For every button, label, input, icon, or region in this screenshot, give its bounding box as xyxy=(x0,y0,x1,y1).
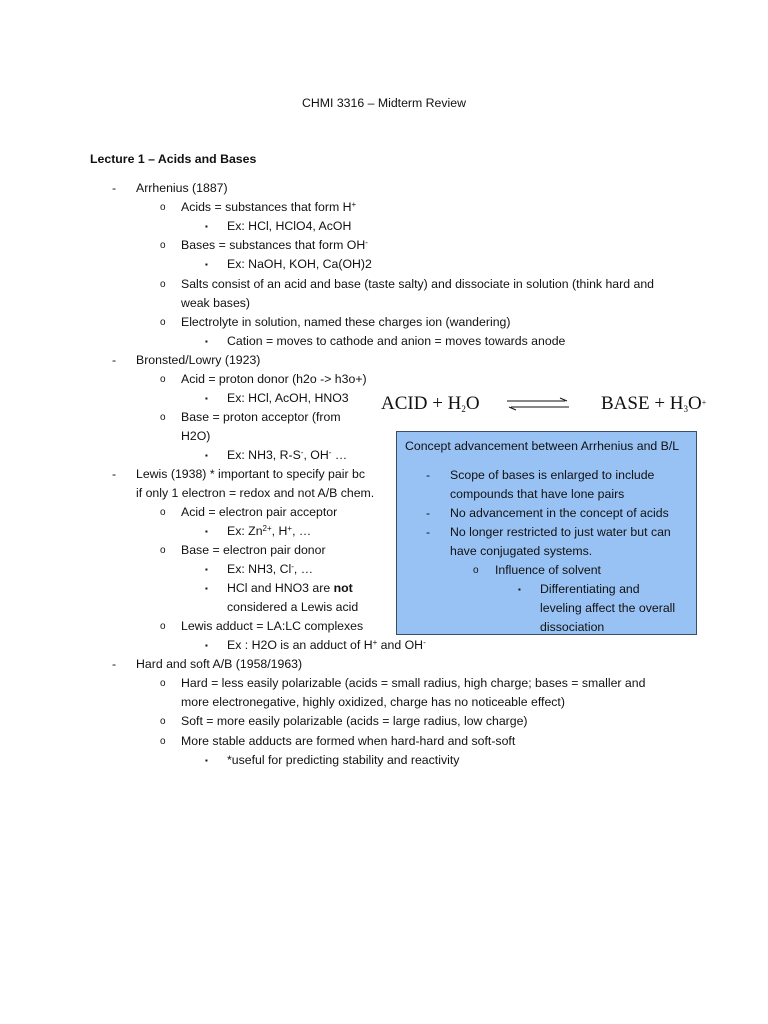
hsab-hard-line2: more electronegative, highly oxidized, charge has no noticeable effect) xyxy=(181,695,565,709)
bullet-square: ▪ xyxy=(205,337,208,346)
arrhenius-salts-line2: weak bases) xyxy=(181,296,251,310)
bullet-circle: o xyxy=(160,412,166,423)
concept-subsub-line3: dissociation xyxy=(540,620,605,634)
lewis-heading-line1: Lewis (1938) * important to specify pair bc xyxy=(136,467,365,481)
concept-subsub-line1: Differentiating and xyxy=(540,582,640,596)
hsab-soft: Soft = more easily polarizable (acids = large radius, low charge) xyxy=(181,714,528,728)
bullet-dash: - xyxy=(112,181,117,195)
bronsted-base-line1: Base = proton acceptor (from xyxy=(181,410,341,424)
concept-box xyxy=(396,431,697,635)
equilibrium-arrows-icon xyxy=(505,396,571,412)
lewis-heading-line2: if only 1 electron = redox and not A/B chem. xyxy=(136,486,375,500)
bullet-square: ▪ xyxy=(205,584,208,593)
bullet-dash: - xyxy=(112,467,117,481)
bullet-square: ▪ xyxy=(205,756,208,765)
bullet-circle: o xyxy=(473,565,479,576)
bullet-circle: o xyxy=(160,374,166,385)
bullet-circle: o xyxy=(160,240,166,251)
bronsted-heading: Bronsted/Lowry (1923) xyxy=(136,353,261,367)
bronsted-acid-example: Ex: HCl, AcOH, HNO3 xyxy=(227,391,349,405)
bullet-dash: - xyxy=(426,506,431,520)
concept-item-1-line1: Scope of bases is enlarged to include xyxy=(450,468,655,482)
concept-sub-item: Influence of solvent xyxy=(495,563,601,577)
bullet-square: ▪ xyxy=(205,565,208,574)
bullet-dash: - xyxy=(426,525,431,539)
concept-item-3-line2: have conjugated systems. xyxy=(450,544,593,558)
bullet-circle: o xyxy=(160,507,166,518)
lewis-base-example: Ex: NH3, Cl-, … xyxy=(227,562,314,576)
lecture-heading: Lecture 1 – Acids and Bases xyxy=(90,152,257,166)
bullet-dash: - xyxy=(426,468,431,482)
bronsted-base-example: Ex: NH3, R-S-, OH- … xyxy=(227,448,348,462)
bullet-circle: o xyxy=(160,317,166,328)
equation-left: ACID + $H_2O$ xyxy=(381,393,480,414)
bullet-square: ▪ xyxy=(205,527,208,536)
arrhenius-heading: Arrhenius (1887) xyxy=(136,181,228,195)
bullet-square: ▪ xyxy=(205,394,208,403)
arrhenius-bases-example: Ex: NaOH, KOH, Ca(OH)2 xyxy=(227,257,372,271)
lewis-hcl-note-line2: considered a Lewis acid xyxy=(227,600,359,614)
lewis-base: Base = electron pair donor xyxy=(181,543,326,557)
hsab-hard-line1: Hard = less easily polarizable (acids = small radius, high charge; bases = smaller and xyxy=(181,676,646,690)
concept-item-2: No advancement in the concept of acids xyxy=(450,506,669,520)
bullet-circle: o xyxy=(160,279,166,290)
bullet-square: ▪ xyxy=(518,585,521,594)
bullet-circle: o xyxy=(160,202,166,213)
bullet-square: ▪ xyxy=(205,451,208,460)
concept-box-title: Concept advancement between Arrhenius and B/L xyxy=(405,439,680,453)
hsab-stable: More stable adducts are formed when hard-hard and soft-soft xyxy=(181,734,516,748)
arrhenius-bases: Bases = substances that form OH- xyxy=(181,238,368,252)
hsab-useful: *useful for predicting stability and reactivity xyxy=(227,753,460,767)
arrhenius-cation: Cation = moves to cathode and anion = moves towards anode xyxy=(227,334,566,348)
concept-subsub-line2: leveling affect the overall xyxy=(540,601,676,615)
lewis-acid: Acid = electron pair acceptor xyxy=(181,505,338,519)
bronsted-acid: Acid = proton donor (h2o -> h3o+) xyxy=(181,372,367,386)
bullet-circle: o xyxy=(160,545,166,556)
hsab-heading: Hard and soft A/B (1958/1963) xyxy=(136,657,303,671)
concept-item-1-line2: compounds that have lone pairs xyxy=(450,487,625,501)
bullet-circle: o xyxy=(160,716,166,727)
bullet-square: ▪ xyxy=(205,222,208,231)
lewis-adduct: Lewis adduct = LA:LC complexes xyxy=(181,619,364,633)
bronsted-base-line2: H2O) xyxy=(181,429,211,443)
bullet-square: ▪ xyxy=(205,260,208,269)
page-title: CHMI 3316 – Midterm Review xyxy=(301,96,466,110)
bullet-dash: - xyxy=(112,657,117,671)
arrhenius-electrolyte: Electrolyte in solution, named these charges ion (wandering) xyxy=(181,315,511,329)
lewis-hcl-note-line1: HCl and HNO3 are not xyxy=(227,581,353,595)
arrhenius-acids: Acids = substances that form H+ xyxy=(181,200,357,214)
lewis-adduct-example: Ex : H2O is an adduct of H+ and OH- xyxy=(227,638,426,652)
bullet-dash: - xyxy=(112,353,117,367)
bullet-square: ▪ xyxy=(205,641,208,650)
bullet-circle: o xyxy=(160,621,166,632)
lewis-acid-example: Ex: $Zn^{2+}$, H+, … xyxy=(227,524,312,538)
concept-item-3-line1: No longer restricted to just water but can xyxy=(450,525,671,539)
arrhenius-acids-example: Ex: HCl, HClO4, AcOH xyxy=(227,219,352,233)
bullet-circle: o xyxy=(160,736,166,747)
bullet-circle: o xyxy=(160,678,166,689)
equation-right: BASE + $H_3O^+$ xyxy=(601,393,707,414)
arrhenius-salts-line1: Salts consist of an acid and base (taste salty) and dissociate in solution (think hard and xyxy=(181,277,655,291)
